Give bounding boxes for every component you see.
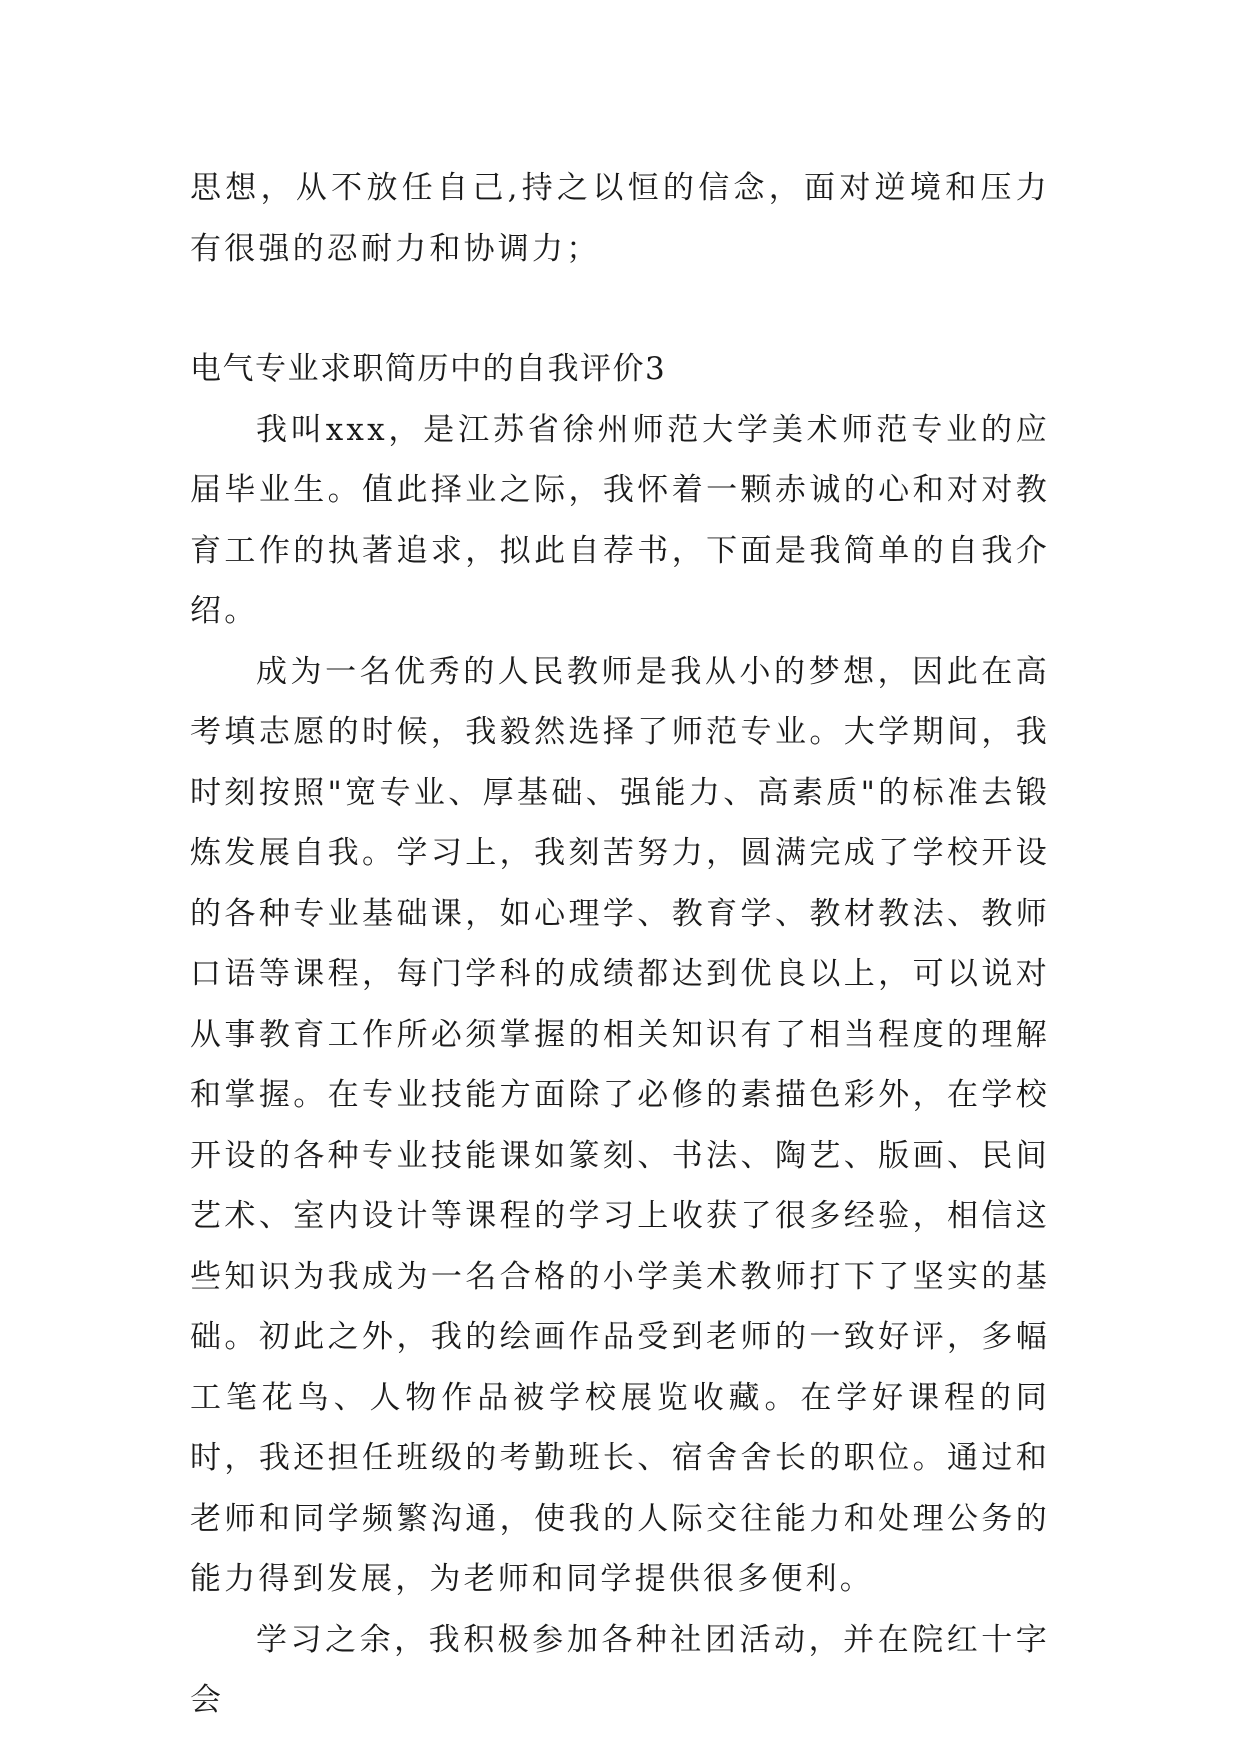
paragraph-education: 成为一名优秀的人民教师是我从小的梦想，因此在高考填志愿的时候，我毅然选择了师范专业。大学期间，我时刻按照"宽专业、厚基础、强能力、高素质"的标准去锻炼发展自我。学习上，我刻苦努力，圆满完成了学校开设的各种专业基础课，如心理学、教育学、教材教法、教师口语等课程，每门学科的成绩都达到优良以上，可以说对从事教育工作所必须掌握的相关知识有了相当程度的理解和掌握。在专业技能方面除了必修的素描色彩外，在学校开设的各种专业技能课如篆刻、书法、陶艺、版画、民间艺术、室内设计等课程的学习上收获了很多经验，相信这些知识为我成为一名合格的小学美术教师打下了坚实的基础。初此之外，我的绘画作品受到老师的一致好评，多幅工笔花鸟、人物作品被学校展览收藏。在学好课程的同时，我还担任班级的考勤班长、宿舍舍长的职位。通过和老师和同学频繁沟通，使我的人际交往能力和处理公务的能力得到发展，为老师和同学提供很多便利。 [190,653,1050,1597]
section-spacer [190,279,1050,339]
document-body [190,158,1050,1731]
section-title: 电气专业求职简历中的自我评价3 [190,351,667,387]
paragraph-introduction: 我叫xxx，是江苏省徐州师范大学美术师范专业的应届毕业生。值此择业之际，我怀着一颗赤诚的心和对对教育工作的执著追求，拟此自荐书，下面是我简单的自我介绍。 [190,411,1050,629]
intro-paragraph: 思想，从不放任自己,持之以恒的信念，面对逆境和压力有很强的忍耐力和协调力； [190,170,1050,267]
paragraph-activities: 学习之余，我积极参加各种社团活动，并在院红十字会 [190,1621,1050,1718]
